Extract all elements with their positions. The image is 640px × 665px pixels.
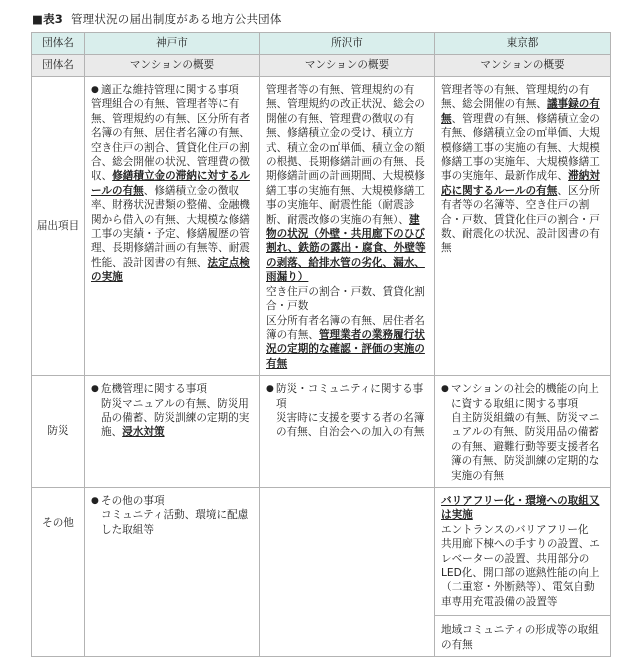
text-segment: 管理組合の有無、管理者等に有無、管理規約の有無、区分所有者名簿の有無、居住者名簿の有無、空き住戸の割合、賃貸化住戸の割合、総会開催の状況、管理費の徴収、 — [91, 98, 250, 183]
cell-text — [441, 83, 605, 256]
bullet-icon: ● — [91, 85, 99, 95]
text-segment: 管理者等の有無、管理規約の有無、管理規約の改正状況、総会の開催の有無、管理費の徴収の有無、修繕積立金の受け、積立方式、積立金の㎡単価、積立金の額の根拠、長期修繕計画の有無、長期修繕計画の計画期間、大規模修繕工事の実施有無、大規模修繕工事の実施年、耐震性能（耐震診断、耐震改修の実施の有無）、 — [266, 84, 425, 226]
row-label-bousai: 防災 — [32, 376, 85, 488]
cell-bousai-kobe — [85, 376, 260, 488]
subheader-cell-kobe: マンションの概要 — [85, 55, 260, 77]
bullet-icon: ● — [441, 384, 449, 395]
cell-bousai-tokorozawa — [260, 376, 435, 488]
emphasis-text: 滞納対応に関するルールの有無 — [441, 170, 600, 197]
emphasis-text: 管理業者の業務履行状況の定期的な確認・評価の実施の有無 — [266, 328, 425, 370]
subheader-cell-tokyo: マンションの概要 — [435, 55, 611, 77]
cell-sonota-kobe — [85, 487, 260, 656]
cell-text — [441, 494, 605, 523]
cell-text: 空き住戸の割合・戸数、賃貸化割合・戸数 — [266, 285, 425, 313]
registration-table — [31, 32, 611, 657]
item-heading: 適正な維持管理に関する事項 — [101, 84, 239, 96]
table-row-todokede — [32, 77, 611, 376]
text-segment: 、区分所有者等の名簿等、空き住戸の割合・戸数、賃貸化住戸の割合・戸数、耐震化の状況、設計図書の有無 — [441, 184, 600, 255]
cell-text — [91, 397, 254, 440]
text-segment: 管理者等の有無、管理規約の有無、総会開催の有無、 — [441, 84, 590, 111]
cell-text: 共用廊下棟への手すりの設置、エレベーターの設置、共用部分のLED化、開口部の遮熱性能の向上（二重窓・外断熱等）、電気自動車専用充電設備の設置等 — [441, 538, 600, 608]
cell-text: エントランスのバリアフリー化 — [441, 523, 589, 536]
cell-todokede-tokorozawa — [260, 77, 435, 376]
header-cell-org: 団体名 — [32, 33, 85, 55]
table-row-sonota — [32, 487, 611, 656]
emphasis-text: 浸水対策 — [122, 426, 165, 439]
bullet-icon: ● — [91, 495, 99, 506]
table-row-bousai — [32, 376, 611, 488]
emphasis-text: 建物の状況（外壁・共用廊下のひび割れ、鉄筋の露出・腐食、外壁等の剥落、給排水管の劣化、漏水、雨漏り） — [266, 213, 426, 284]
row-label-todokede: 届出項目 — [32, 77, 85, 376]
cell-sonota-tokorozawa — [260, 487, 435, 656]
cell-bousai-tokyo — [435, 376, 611, 488]
header-cell-tokorozawa: 所沢市 — [260, 33, 435, 55]
cell-text — [266, 83, 429, 285]
table-caption — [32, 11, 282, 27]
cell-text: コミュニティ活動、環境に配慮した取組等 — [101, 509, 249, 536]
emphasis-text: 議事録の有無 — [441, 98, 600, 125]
subheader-row — [32, 55, 611, 77]
cell-todokede-kobe — [85, 77, 260, 376]
bullet-icon: ● — [91, 384, 99, 395]
caption-marker: ■表3 — [32, 12, 63, 26]
cell-text: 災害時に支援を要する者の名簿の有無、自治会への加入の有無 — [276, 411, 425, 439]
emphasis-text: 法定点検の実施 — [91, 256, 250, 284]
row-label-sonota: その他 — [32, 487, 85, 656]
item-heading: 危機管理に関する事項 — [101, 383, 207, 396]
subheader-cell-org: 団体名 — [32, 55, 85, 77]
emphasis-text: 修繕積立金の滞納に対するルールの有無 — [91, 170, 250, 197]
caption-title: 管理状況の届出制度がある地方公共団体 — [70, 12, 282, 26]
cell-text: 地域コミュニティの形成等の取組の有無 — [435, 615, 610, 652]
cell-sonota-tokyo — [435, 487, 611, 656]
text-segment: 、管理費の有無、修繕積立金の有無、修繕積立金の㎡単価、大規模修繕工事の実施の有無、大規模修繕工事の実施年、大規模修繕工事の実施年、最新作成年、 — [441, 112, 600, 183]
cell-text — [266, 314, 429, 372]
bullet-icon: ● — [266, 384, 274, 395]
item-heading: マンションの社会的機能の向上に資する取組に関する事項 — [451, 383, 599, 410]
header-cell-tokyo: 東京都 — [435, 33, 611, 55]
text-segment: 区分所有者名簿の有無、居住者名簿の有無、 — [266, 314, 425, 341]
item-heading: 防災・コミュニティに関する事項 — [276, 383, 424, 410]
item-heading: その他の事項 — [101, 494, 165, 507]
subheader-cell-tokorozawa: マンションの概要 — [260, 55, 435, 77]
cell-text: 自主防災組織の有無、防災マニュアルの有無、防災用品の備蓄の有無、避難行動等要支援者名簿の有無、防災訓練の定期的な実施の有無 — [451, 411, 600, 482]
cell-text — [91, 97, 254, 284]
text-segment: 、修繕積立金の徴収率、財務状況書類の整備、金融機関から借入の有無、大規模な修繕工事の実績・予定、修繕履歴の管理、長期修繕計画の有無等、耐震性能、設計図書の有無、 — [91, 184, 250, 269]
header-cell-kobe: 神戸市 — [85, 33, 260, 55]
header-row — [32, 33, 611, 55]
emphasis-text: バリアフリー化・環境への取組又は実施 — [441, 494, 600, 522]
cell-todokede-tokyo — [435, 77, 611, 376]
text-segment: 防災マニュアルの有無、防災用品の備蓄、防災訓練の定期的実施、 — [101, 397, 250, 439]
